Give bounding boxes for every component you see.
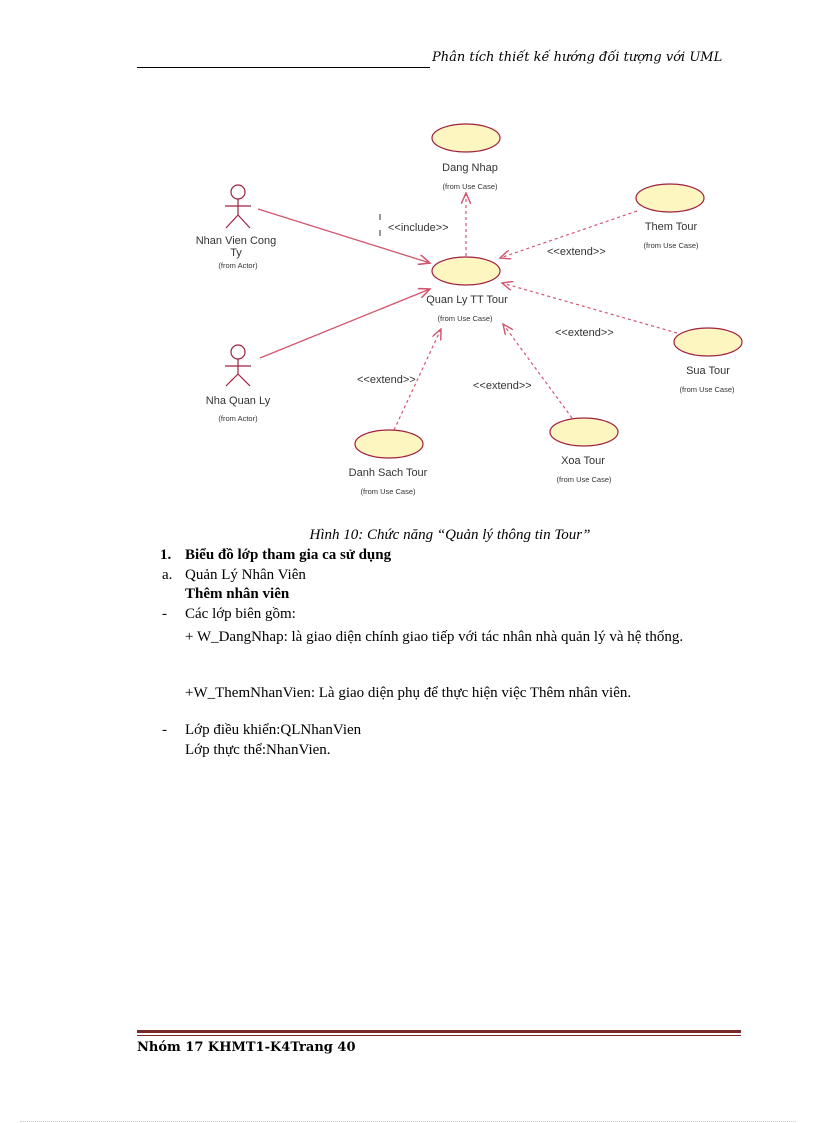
actor2-name: Nha Quan Ly [205, 395, 271, 407]
use-case-quan-ly-tt-tour [432, 257, 500, 285]
them-tour-source: (from Use Case) [643, 241, 699, 250]
actor1-name-line1: Nhan Vien Cong [195, 235, 277, 247]
stereotype-extend-xoa: <<extend>> [473, 380, 532, 392]
extend-sua-tour [502, 283, 677, 333]
actor-nha-quan-ly [225, 345, 251, 386]
actor1-source: (from Actor) [218, 261, 258, 270]
section-title: Biểu đồ lớp tham gia ca sử dụng [185, 547, 392, 563]
bullet2-line2: Lớp thực thể:NhanVien. [185, 742, 331, 758]
footer-text: Nhóm 17 KHMT1-K4Trang 40 [137, 1040, 356, 1055]
item2-paragraph: +W_ThemNhanVien: Là giao diện phụ để thực hiện việc Thêm nhân viên. [185, 685, 632, 701]
center-source: (from Use Case) [437, 314, 493, 323]
center-name: Quan Ly TT Tour [426, 294, 508, 306]
page-bottom-border [20, 1121, 796, 1122]
them-tour-name: Them Tour [644, 221, 698, 233]
use-case-dang-nhap [432, 124, 500, 152]
figure-caption: Hình 10: Chức năng “Quản lý thông tin Tour” [309, 527, 591, 543]
assoc-actor2-center [260, 289, 430, 358]
stereotype-extend-them: <<extend>> [547, 246, 606, 258]
actor1-name-line2: Ty [230, 247, 242, 259]
xoa-tour-source: (from Use Case) [556, 475, 612, 484]
stereotype-extend-danh-sach: <<extend>> [357, 374, 416, 386]
sub-letter: a. [162, 567, 173, 583]
assoc-actor1-center [258, 209, 430, 263]
dang-nhap-name: Dang Nhap [442, 162, 498, 174]
bullet1-dash: - [162, 606, 167, 622]
header-title: Phân tích thiết kế hướng đối tượng với UML [432, 50, 723, 65]
item1-paragraph: + W_DangNhap: là giao diện chính giao tiếp với tác nhân nhà quản lý và hệ thống. [185, 629, 684, 645]
stereotype-include: <<include>> [388, 222, 449, 234]
stereotype-extend-sua: <<extend>> [555, 327, 614, 339]
actor2-source: (from Actor) [218, 414, 258, 423]
use-case-sua-tour [674, 328, 742, 356]
use-case-diagram [0, 0, 816, 520]
bullet2-text: Lớp điều khiển:QLNhanVien [185, 722, 362, 738]
use-case-them-tour [636, 184, 704, 212]
bullet2-dash: - [162, 722, 167, 738]
sua-tour-name: Sua Tour [686, 365, 730, 377]
section-number: 1. [160, 547, 172, 563]
use-case-xoa-tour [550, 418, 618, 446]
footer-rule [137, 1030, 741, 1033]
footer-rule-thin [137, 1035, 741, 1036]
danh-sach-tour-source: (from Use Case) [360, 487, 416, 496]
actor-nhan-vien-cong-ty [225, 185, 251, 228]
sub-sub-title: Thêm nhân viên [185, 586, 290, 602]
use-case-danh-sach-tour [355, 430, 423, 458]
sua-tour-source: (from Use Case) [679, 385, 735, 394]
xoa-tour-name: Xoa Tour [561, 455, 605, 467]
dang-nhap-source: (from Use Case) [442, 182, 498, 191]
sub-title: Quản Lý Nhân Viên [185, 567, 306, 583]
danh-sach-tour-name: Danh Sach Tour [348, 467, 428, 479]
bullet1-text: Các lớp biên gồm: [185, 606, 296, 622]
